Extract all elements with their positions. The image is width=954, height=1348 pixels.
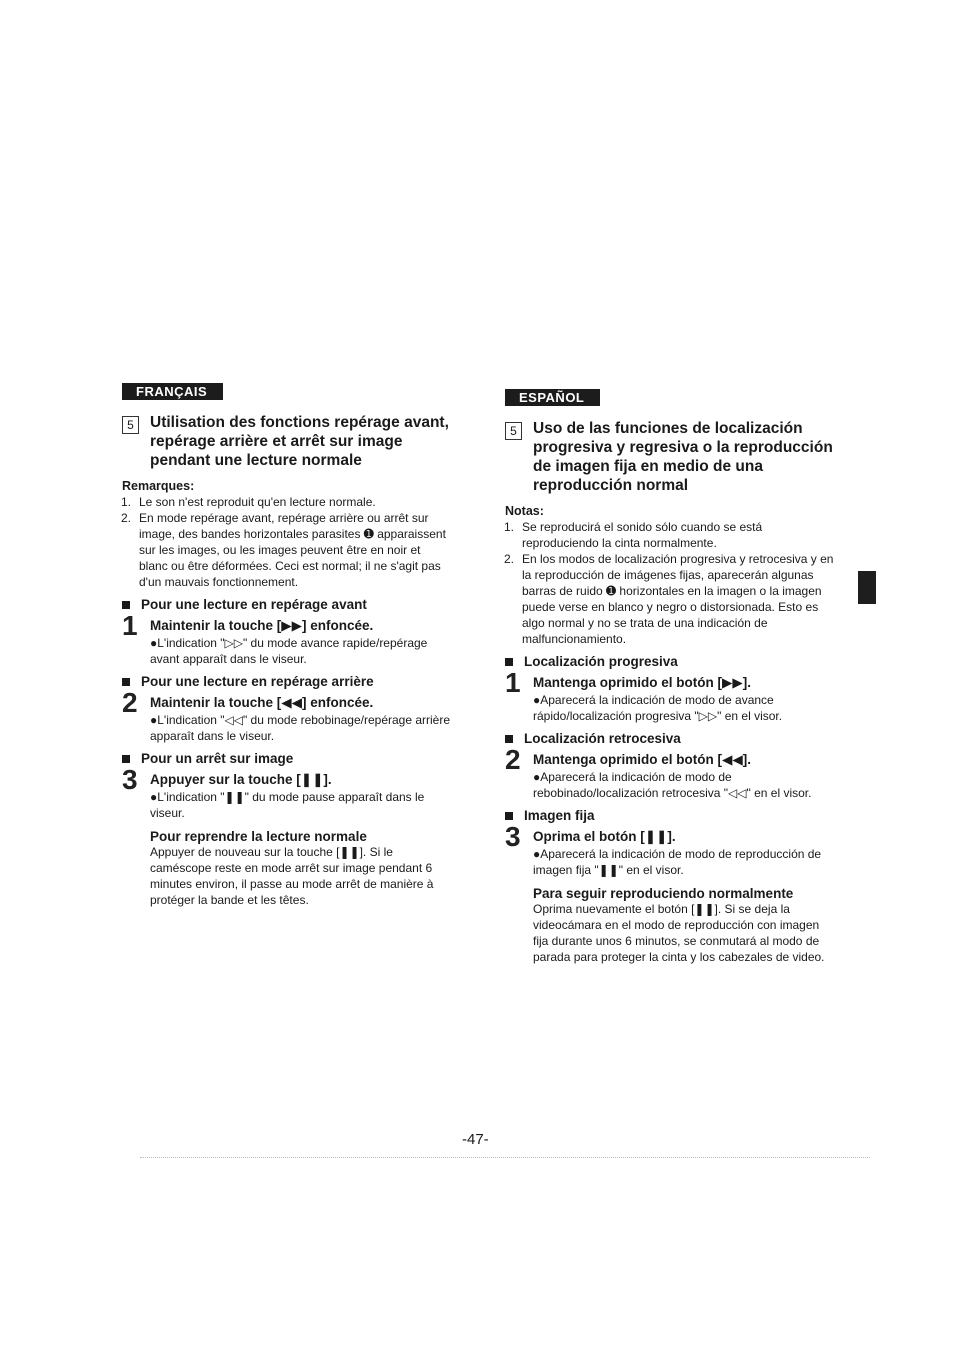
spanish-column — [505, 389, 835, 965]
step-description: ●Aparecerá la indicación de modo de reproducción de imagen fija "❚❚" en el visor. — [533, 847, 822, 877]
step — [505, 744, 835, 801]
section-title: Uso de las funciones de localización progresiva y regresiva o la reproducción de imagen fija en medio de una reproducción normal — [533, 420, 833, 494]
note-item — [122, 510, 452, 590]
step-heading: Localización progresiva — [505, 654, 835, 669]
step-title: Mantenga oprimido el botón [▶▶]. — [533, 675, 751, 690]
french-column — [122, 383, 452, 908]
note-item — [122, 494, 452, 510]
step — [505, 667, 835, 724]
resume-heading: Para seguir reproduciendo normalmente — [533, 886, 794, 901]
step — [122, 764, 452, 821]
note-text: En mode repérage avant, repérage arrière ou arrêt sur image, des bandes horizontales parasites ➊ apparaissent sur les images, ou les images peuvent être en noir et blanc ou être déformées. Ceci est normal; il ne s'agit pas d'un mauvais fonctionnement. — [139, 511, 446, 589]
step-title: Oprima el botón [❚❚]. — [533, 829, 676, 844]
step — [505, 821, 835, 878]
language-badge-spanish: ESPAÑOL — [505, 389, 600, 406]
resume-text: Oprima nuevamente el botón [❚❚]. Si se deja la videocámara en el modo de reproducción con imagen fija durante unos 6 minutos, se conmutará al modo de parada para proteger la cinta y los cabezales de video. — [533, 902, 825, 964]
step-heading: Pour un arrêt sur image — [122, 751, 452, 766]
section-header-spanish — [505, 419, 835, 495]
notes-label: Remarques: — [122, 479, 195, 493]
square-bullet-icon — [122, 601, 130, 609]
step — [122, 610, 452, 667]
section-number-box: 5 — [505, 422, 522, 440]
step-description: ●L'indication "▷▷" du mode avance rapide/repérage avant apparaît dans le viseur. — [150, 636, 428, 666]
square-bullet-icon — [122, 678, 130, 686]
language-badge-french: FRANÇAIS — [122, 383, 223, 400]
step-description: ●Aparecerá la indicación de modo de rebobinado/localización retrocesiva "◁◁" en el visor. — [533, 770, 812, 800]
step-number: 2 — [505, 744, 521, 775]
page-edge-tab — [858, 571, 876, 604]
section-title: Utilisation des fonctions repérage avant, repérage arrière et arrêt sur image pendant une lecture normale — [150, 414, 449, 469]
note-item — [505, 551, 835, 647]
square-bullet-icon — [505, 812, 513, 820]
step-title: Appuyer sur la touche [❚❚]. — [150, 772, 332, 787]
step-heading: Localización retrocesiva — [505, 731, 835, 746]
note-number: 2. — [504, 552, 515, 566]
note-number: 1. — [121, 495, 132, 509]
step-title: Maintenir la touche [▶▶] enfoncée. — [150, 618, 374, 633]
note-number: 1. — [504, 520, 515, 534]
step — [122, 687, 452, 744]
step-heading: Pour une lecture en repérage avant — [122, 597, 452, 612]
step-description: ●L'indication "❚❚" du mode pause apparaît dans le viseur. — [150, 790, 425, 820]
step-description: ●Aparecerá la indicación de modo de avance rápido/localización progresiva "▷▷" en el visor. — [533, 693, 783, 723]
note-text: Se reproducirá el sonido sólo cuando se está reproduciendo la cinta normalmente. — [522, 520, 763, 550]
step-number: 2 — [122, 687, 138, 718]
footer-divider — [140, 1157, 870, 1158]
step-number: 3 — [505, 821, 521, 852]
page-number: -47- — [462, 1131, 489, 1148]
square-bullet-icon — [505, 658, 513, 666]
step-number: 1 — [505, 667, 521, 698]
note-text: En los modos de localización progresiva y retrocesiva y en la reproducción de imágenes fijas, aparecerán algunas barras de ruido ➊ horizontales en la imagen o la imagen puede verse en blanco y negro o distorsionada. Esto es algo normal y no se trata de una indicación de malfuncionamiento. — [522, 552, 834, 646]
step-title: Mantenga oprimido el botón [◀◀]. — [533, 752, 751, 767]
note-text: Le son n'est reproduit qu'en lecture normale. — [139, 495, 376, 509]
square-bullet-icon — [505, 735, 513, 743]
resume-text: Appuyer de nouveau sur la touche [❚❚]. Si le caméscope reste en mode arrêt sur image pendant 6 minutes environ, il passe au mode arrêt de manière à protéger la bande et les têtes. — [150, 845, 434, 907]
note-item — [505, 519, 835, 551]
step-number: 3 — [122, 764, 138, 795]
step-heading: Imagen fija — [505, 808, 835, 823]
square-bullet-icon — [122, 755, 130, 763]
notes-label: Notas: — [505, 504, 544, 518]
section-header-french — [122, 413, 452, 470]
step-description: ●L'indication "◁◁" du mode rebobinage/repérage arrière apparaît dans le viseur. — [150, 713, 451, 743]
section-number-box: 5 — [122, 416, 139, 434]
step-number: 1 — [122, 610, 138, 641]
step-heading: Pour une lecture en repérage arrière — [122, 674, 452, 689]
step-title: Maintenir la touche [◀◀] enfoncée. — [150, 695, 374, 710]
note-number: 2. — [121, 511, 132, 525]
resume-heading: Pour reprendre la lecture normale — [150, 829, 367, 844]
